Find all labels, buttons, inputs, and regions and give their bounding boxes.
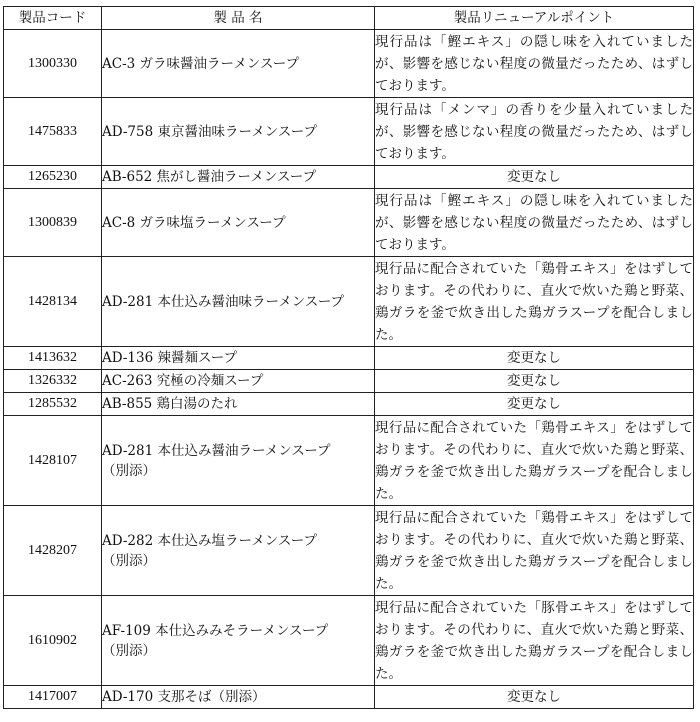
product-name-line: AF-109 本仕込みみそラーメンスープ <box>102 622 329 639</box>
renewal-point-cell: 現行品に配合されていた「鶏骨エキス」をはずしております。その代わりに、直火で炊いた鶏と野菜、鶏ガラを釜で炊き出した鶏ガラスープを配合しました。 <box>375 506 694 596</box>
renewal-point-cell: 現行品は「鰹エキス」の隠し味を入れていましたが、影響を感じない程度の微量だったため、はずしております。 <box>375 189 694 257</box>
product-name-line: AD-758 東京醤油味ラーメンスープ <box>102 123 318 140</box>
product-name-line: AC-3 ガラ味醤油ラーメンスープ <box>102 55 300 72</box>
product-code-cell: 1610902 <box>4 596 102 686</box>
product-name-cell <box>102 596 375 686</box>
product-name-cell <box>102 416 375 506</box>
header-renewal-point: 製品リニューアルポイント <box>375 7 694 30</box>
product-name-line: AD-281 本仕込み醤油味ラーメンスープ <box>102 293 345 310</box>
product-name-cell <box>102 347 375 370</box>
product-name-line: （別添） <box>102 552 156 569</box>
product-name-cell <box>102 98 375 166</box>
table-body <box>4 30 694 709</box>
renewal-point-cell: 現行品に配合されていた「鶏骨エキス」をはずしております。その代わりに、直火で炊いた鶏と野菜、鶏ガラを釜で炊き出した鶏ガラスープを配合しました。 <box>375 257 694 347</box>
table-row <box>4 347 694 370</box>
product-name-cell <box>102 189 375 257</box>
product-renewal-table <box>3 6 694 709</box>
product-code-cell: 1428134 <box>4 257 102 347</box>
product-code-cell: 1475833 <box>4 98 102 166</box>
table-row <box>4 596 694 686</box>
product-code-cell: 1413632 <box>4 347 102 370</box>
product-code-cell: 1300839 <box>4 189 102 257</box>
product-name-cell <box>102 30 375 98</box>
product-name-cell <box>102 257 375 347</box>
table-row <box>4 30 694 98</box>
renewal-point-cell: 変更なし <box>375 686 694 709</box>
product-name-line: AD-282 本仕込み塩ラーメンスープ <box>102 532 318 549</box>
renewal-point-cell: 変更なし <box>375 393 694 416</box>
table-row <box>4 393 694 416</box>
table-row <box>4 370 694 393</box>
product-name-cell <box>102 686 375 709</box>
renewal-point-cell: 現行品に配合されていた「豚骨エキス」をはずしております。その代わりに、直火で炊いた鶏と野菜、鶏ガラを釜で炊き出した鶏ガラスープを配合しました。 <box>375 596 694 686</box>
header-product-code: 製品コード <box>4 7 102 30</box>
table-row <box>4 166 694 189</box>
product-name-line: AD-281 本仕込み醤油ラーメンスープ <box>102 442 331 459</box>
product-name-cell <box>102 166 375 189</box>
product-code-cell: 1417007 <box>4 686 102 709</box>
table-row <box>4 257 694 347</box>
product-code-cell: 1428107 <box>4 416 102 506</box>
product-code-cell: 1326332 <box>4 370 102 393</box>
table-row <box>4 98 694 166</box>
renewal-point-cell: 現行品は「鰹エキス」の隠し味を入れていましたが、影響を感じない程度の微量だったため、はずしております。 <box>375 30 694 98</box>
table-row <box>4 416 694 506</box>
header-product-name: 製 品 名 <box>102 7 375 30</box>
renewal-point-cell: 変更なし <box>375 347 694 370</box>
product-name-cell <box>102 393 375 416</box>
table-header-row <box>4 7 694 30</box>
product-name-cell <box>102 506 375 596</box>
renewal-point-cell: 現行品に配合されていた「鶏骨エキス」をはずしております。その代わりに、直火で炊いた鶏と野菜、鶏ガラを釜で炊き出した鶏ガラスープを配合しました。 <box>375 416 694 506</box>
product-code-cell: 1428207 <box>4 506 102 596</box>
table-row <box>4 686 694 709</box>
product-code-cell: 1265230 <box>4 166 102 189</box>
product-code-cell: 1300330 <box>4 30 102 98</box>
table-row <box>4 506 694 596</box>
product-name-line: AB-652 焦がし醤油ラーメンスープ <box>102 169 317 185</box>
product-name-line: （別添） <box>102 642 156 659</box>
renewal-point-cell: 変更なし <box>375 166 694 189</box>
product-name-line: AB-855 鶏白湯のたれ <box>102 396 238 412</box>
product-name-line: AD-136 辣醤麺スープ <box>102 350 238 366</box>
product-name-line: AC-263 究極の冷麺スープ <box>102 373 264 389</box>
product-name-cell <box>102 370 375 393</box>
product-name-line: （別添） <box>102 462 156 479</box>
renewal-point-cell: 変更なし <box>375 370 694 393</box>
product-code-cell: 1285532 <box>4 393 102 416</box>
renewal-point-cell: 現行品は「メンマ」の香りを少量入れていましたが、影響を感じない程度の微量だったため、はずしております。 <box>375 98 694 166</box>
table-row <box>4 189 694 257</box>
product-name-line: AC-8 ガラ味塩ラーメンスープ <box>102 214 286 231</box>
product-name-line: AD-170 支那そば（別添） <box>102 689 266 705</box>
